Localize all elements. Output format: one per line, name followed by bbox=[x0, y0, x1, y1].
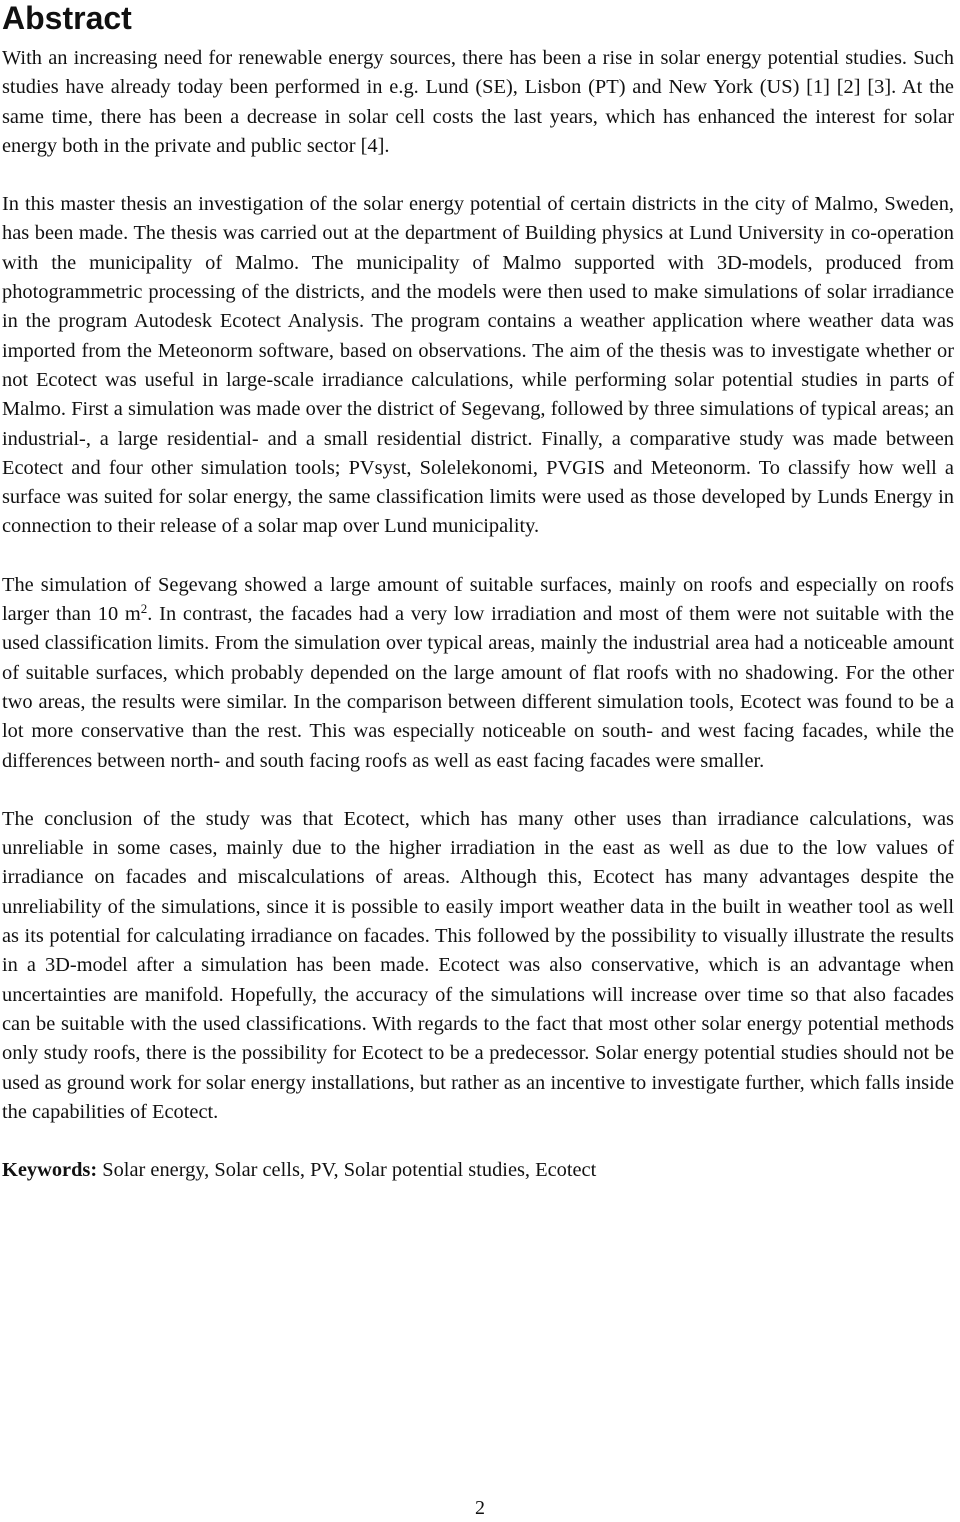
page-number: 2 bbox=[475, 1497, 485, 1519]
abstract-paragraph-3 bbox=[2, 571, 954, 776]
paragraph-3-text-end: . In contrast, the facades had a very low irradiation and most of them were not suitable with the used classification limits. From the simulation over typical areas, mainly the industrial area had a noticeable amount of suitable surfaces, which probably depended on the large amount of flat roofs with no shadowing. For the other two areas, the results were similar. In the comparison between different simulation tools, Ecotect was found to be a lot more conservative than the rest. This was especially noticeable on south- and west facing facades, while the differences between north- and south facing roofs as well as east facing facades were smaller. bbox=[2, 603, 954, 772]
keywords-label: Keywords: bbox=[2, 1159, 98, 1182]
abstract-paragraph-4: The conclusion of the study was that Ecotect, which has many other uses than irradiance calculations, was unreliable in some cases, mainly due to the higher irradiation in the east as well as due to the low values of irradiance on facades and miscalculations of areas. Although this, Ecotect has many advantages despite the unreliability of the simulations, since it is possible to easily import weather data in the built in weather tool as well as its potential for calculating irradiance on facades. This followed by the possibility to visually illustrate the results in a 3D-model after a simulation has been made. Ecotect was also conservative, which is an advantage when uncertainties are manifold. Hopefully, the accuracy of the simulations will increase over time so that also facades can be suitable with the used classifications. With regards to the fact that most other solar energy potential methods only study roofs, there is the possibility for Ecotect to be a predecessor. Solar energy potential studies should not be used as ground work for solar energy installations, but rather as an incentive to investigate further, which falls inside the capabilities of Ecotect. bbox=[2, 807, 954, 1123]
paragraph-spacer bbox=[2, 542, 954, 571]
abstract-paragraph-2: In this master thesis an investigation of the solar energy potential of certain districts in the city of Malmo, Sweden, has been made. The thesis was carried out at the department of Building physics at Lund University in co-operation with the municipality of Malmo. The municipality of Malmo supported with 3D-models, produced from photogrammetric processing of the districts, and the models were then used to make simulations of solar irradiance in the program Autodesk Ecotect Analysis. The program contains a weather application where weather data was imported from the Meteonorm software, based on observations. The aim of the thesis was to investigate whether or not Ecotect was useful in large-scale irradiance calculations, while performing solar potential studies in parts of Malmo. First a simulation was made over the district of Segevang, followed by three simulations of typical areas; an industrial-, a large residential- and a small residential district. Finally, a comparative study was made between Ecotect and four other simulation tools; PVsyst, Solelekonomi, PVGIS and Meteonorm. To classify how well a surface was suited for solar energy, the same classification limits were used as those developed by Lunds Energy in connection to their release of a solar map over Lund municipality. bbox=[2, 193, 954, 538]
abstract-paragraph-1: With an increasing need for renewable energy sources, there has been a rise in solar energy potential studies. Such studies have already today been performed in e.g. Lund (SE), Lisbon (PT) and New York (US) [1] [2] [3]. At the same time, there has been a decrease in solar cell costs the last years, which has enhanced the interest for solar energy both in the private and public sector [4]. bbox=[2, 47, 954, 157]
document-page bbox=[2, 0, 954, 1185]
page-title: Abstract bbox=[2, 0, 132, 36]
superscript-squared: 2 bbox=[140, 601, 148, 617]
keywords-line bbox=[2, 1156, 954, 1185]
keywords-value: Solar energy, Solar cells, PV, Solar potential studies, Ecotect bbox=[97, 1159, 597, 1182]
paragraph-spacer bbox=[2, 776, 954, 805]
paragraph-3-text-start: The simulation of Segevang showed a large amount of suitable surfaces, mainly on roofs and especially on roofs larger than 10 m bbox=[2, 573, 954, 626]
paragraph-spacer bbox=[2, 161, 954, 190]
paragraph-spacer bbox=[2, 1127, 954, 1156]
